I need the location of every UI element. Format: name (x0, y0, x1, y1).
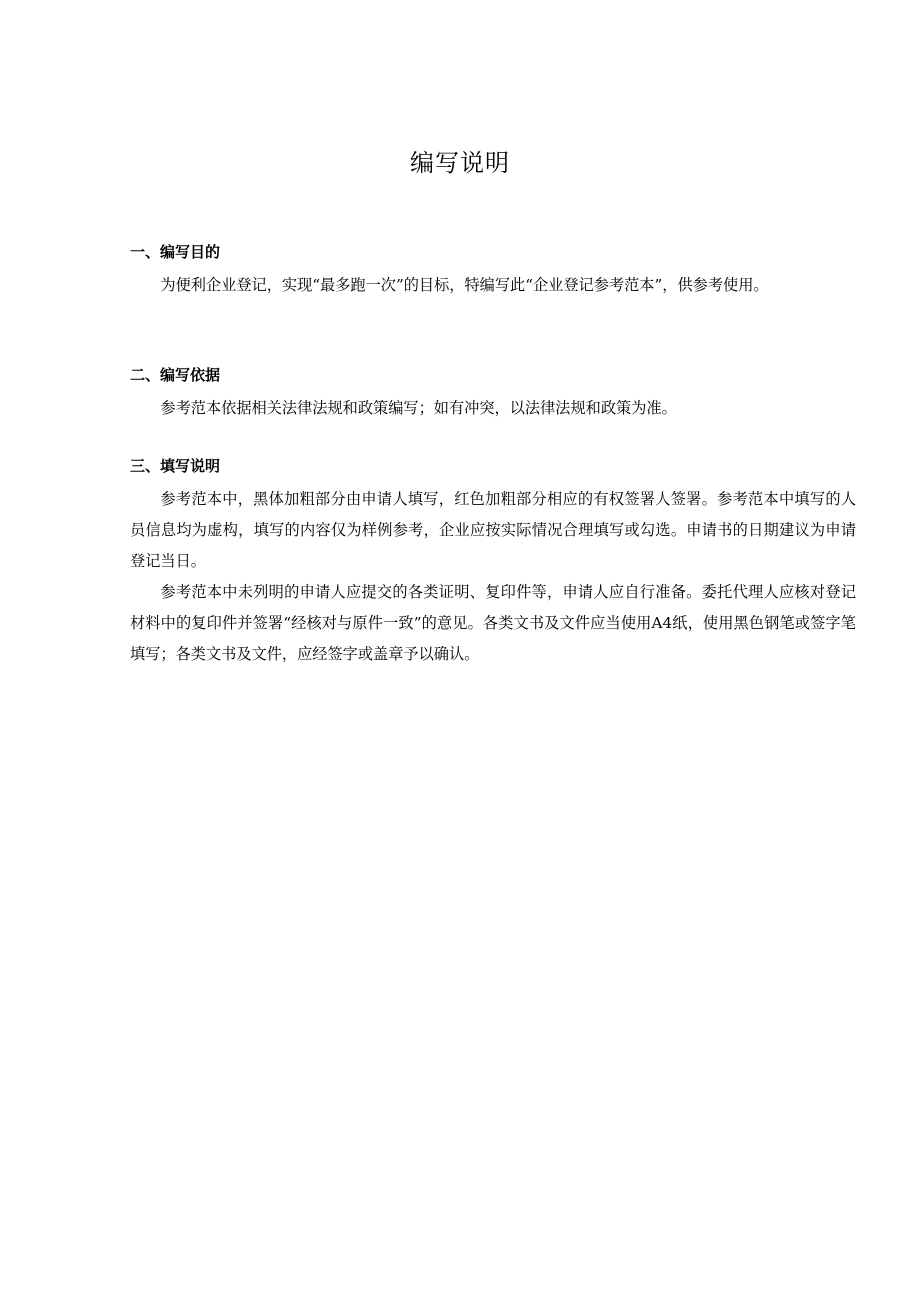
section-instructions (130, 454, 856, 670)
section-purpose (130, 240, 856, 301)
section-heading-purpose: 一、编写目的 (130, 243, 221, 261)
page-title: 编写说明 (410, 149, 510, 177)
section-heading-basis: 二、编写依据 (130, 366, 221, 384)
section-basis (130, 363, 856, 424)
section-heading-instructions: 三、填写说明 (130, 457, 221, 475)
paragraph-instructions-2: 参考范本中未列明的申请人应提交的各类证明、复印件等，申请人应自行准备。委托代理人应核对登记材料中的复印件并签署“经核对与原件一致”的意见。各类文书及文件应当使用A4纸，使用黑色钢笔或签字笔填写；各类文书及文件，应经签字或盖章予以确认。 (130, 583, 856, 663)
paragraph-purpose: 为便利企业登记，实现“最多跑一次”的目标，特编写此“企业登记参考范本”，供参考使用。 (160, 276, 769, 294)
paragraph-basis: 参考范本依据相关法律法规和政策编写；如有冲突，以法律法规和政策为准。 (160, 399, 677, 417)
paragraph-instructions-1: 参考范本中，黑体加粗部分由申请人填写，红色加粗部分相应的有权签署人签署。参考范本中填写的人员信息均为虚构，填写的内容仅为样例参考，企业应按实际情况合理填写或勾选。申请书的日期建议为申请登记当日。 (130, 490, 856, 570)
